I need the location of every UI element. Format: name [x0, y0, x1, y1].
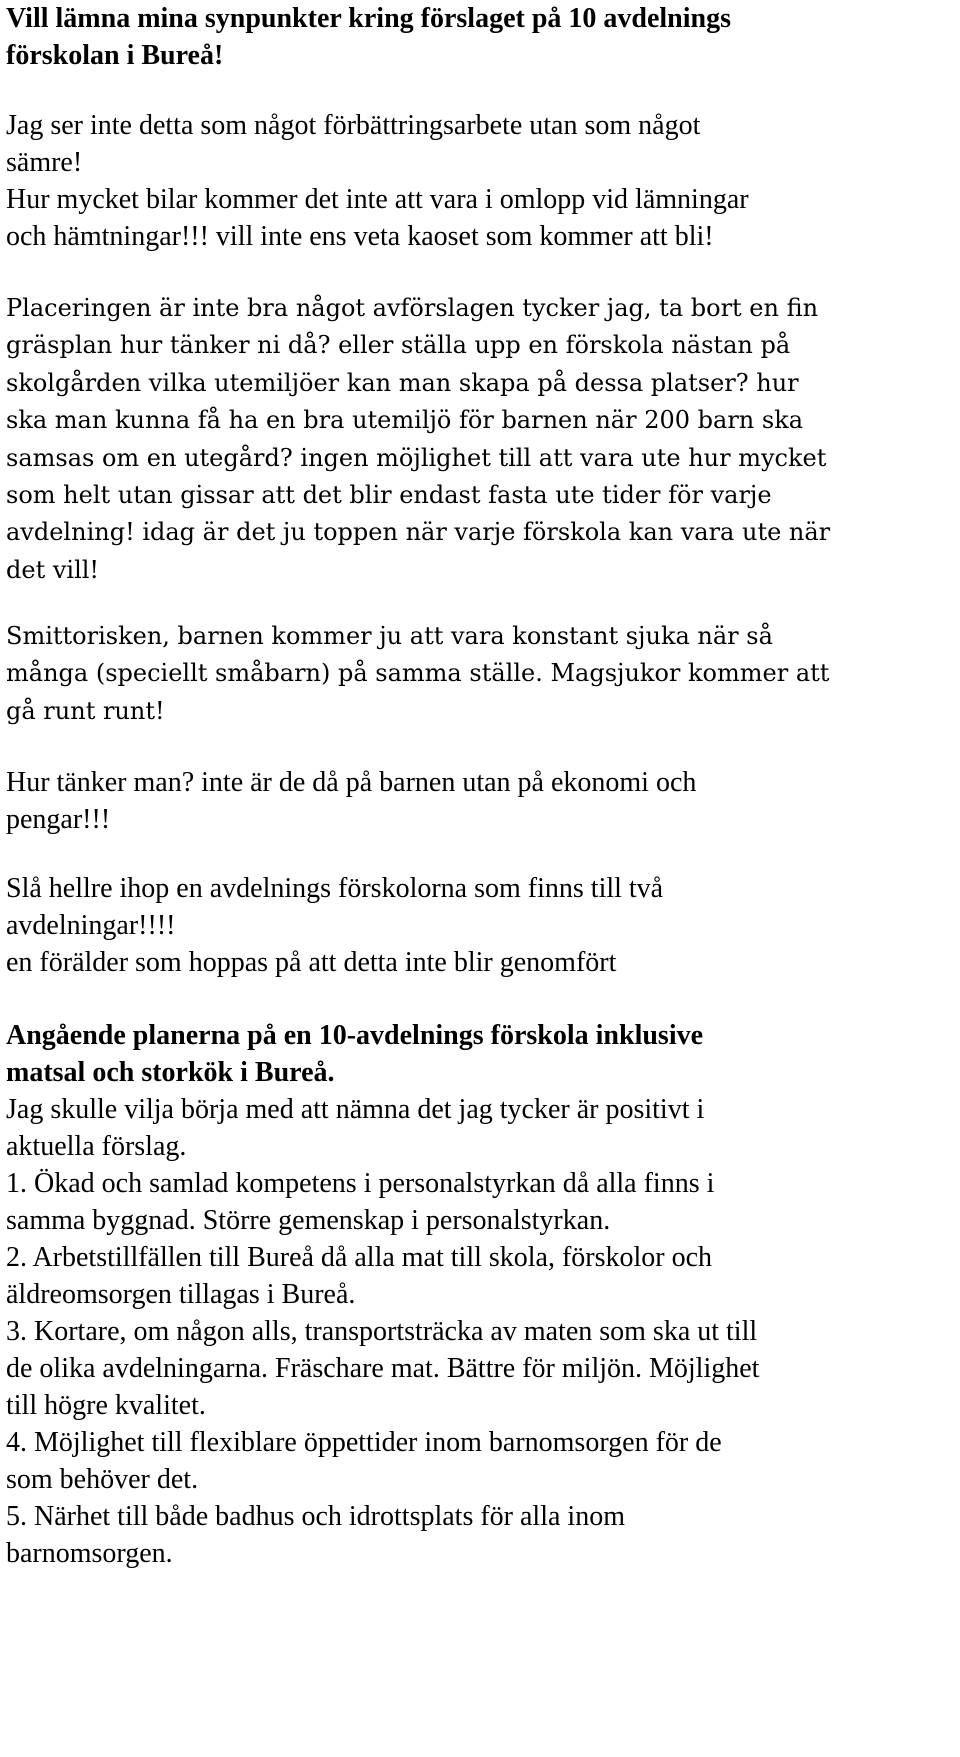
heading-line: Vill lämna mina synpunkter kring förslaget på 10 avdelnings	[6, 3, 732, 34]
text-line: äldreomsorgen tillagas i Bureå.	[6, 1279, 356, 1310]
paragraph-question	[6, 764, 954, 838]
heading-feedback	[6, 0, 954, 74]
text-line: avdelningar!!!!	[6, 910, 176, 941]
text-line: avdelning! idag är det ju toppen när varje förskola kan vara ute när	[6, 518, 831, 547]
heading-plans	[6, 1017, 954, 1091]
text-line: som helt utan gissar att det blir endast fasta ute tider för varje	[6, 481, 772, 510]
paragraph-infection	[6, 618, 954, 730]
heading-line: matsal och storkök i Bureå.	[6, 1057, 335, 1088]
paragraph-intro	[6, 107, 954, 255]
text-line: Smittorisken, barnen kommer ju att vara konstant sjuka när så	[6, 622, 773, 650]
text-line: till högre kvalitet.	[6, 1390, 206, 1421]
text-line: Placeringen är inte bra något avförslagen tycker jag, ta bort en fin	[6, 294, 819, 322]
text-line: Jag ser inte detta som något förbättringsarbete utan som något	[6, 110, 701, 141]
heading-line: Angående planerna på en 10-avdelnings förskola inklusive	[6, 1020, 704, 1051]
text-line: Jag skulle vilja börja med att nämna det jag tycker är positivt i	[6, 1094, 705, 1125]
text-line: många (speciellt småbarn) på samma ställe. Magsjukor kommer att	[6, 659, 830, 688]
text-line: de olika avdelningarna. Fräschare mat. Bättre för miljön. Möjlighet	[6, 1353, 760, 1384]
text-line: samsas om en utegård? ingen möjlighet till att vara ute hur mycket	[6, 443, 827, 472]
text-line: ska man kunna få ha en bra utemiljö för barnen när 200 barn ska	[6, 406, 804, 435]
list-item: 5. Närhet till både badhus och idrottsplats för alla inom	[6, 1501, 625, 1532]
text-line: skolgården vilka utemiljöer kan man skapa på dessa platser? hur	[6, 368, 799, 397]
list-item: 3. Kortare, om någon alls, transportsträcka av maten som ska ut till	[6, 1316, 758, 1347]
signature-line: en förälder som hoppas på att detta inte blir genomfört	[6, 947, 617, 978]
list-item: 2. Arbetstillfällen till Bureå då alla mat till skola, förskolor och	[6, 1242, 713, 1273]
text-line: och hämtningar!!! vill inte ens veta kaoset som kommer att bli!	[6, 221, 714, 252]
text-line: pengar!!!	[6, 804, 111, 835]
list-item: 4. Möjlighet till flexiblare öppettider inom barnomsorgen för de	[6, 1427, 722, 1458]
paragraph-merge	[6, 870, 954, 981]
heading-line: förskolan i Bureå!	[6, 40, 224, 71]
text-line: gräsplan hur tänker ni då? eller ställa upp en förskola nästan på	[6, 331, 791, 360]
text-line: som behöver det.	[6, 1464, 199, 1495]
text-line: Slå hellre ihop en avdelnings förskolorna som finns till två	[6, 873, 664, 904]
text-line: Hur tänker man? inte är de då på barnen utan på ekonomi och	[6, 767, 697, 798]
text-line: gå runt runt!	[6, 696, 165, 725]
list-item: 1. Ökad och samlad kompetens i personalstyrkan då alla finns i	[6, 1168, 715, 1199]
text-line: Hur mycket bilar kommer det inte att vara i omlopp vid lämningar	[6, 184, 749, 215]
text-line: det vill!	[6, 555, 100, 584]
text-line: aktuella förslag.	[6, 1131, 187, 1162]
paragraph-positives	[6, 1091, 954, 1572]
text-line: barnomsorgen.	[6, 1538, 173, 1569]
text-line: sämre!	[6, 147, 83, 178]
paragraph-placement	[6, 290, 954, 589]
text-line: samma byggnad. Större gemenskap i personalstyrkan.	[6, 1205, 611, 1236]
